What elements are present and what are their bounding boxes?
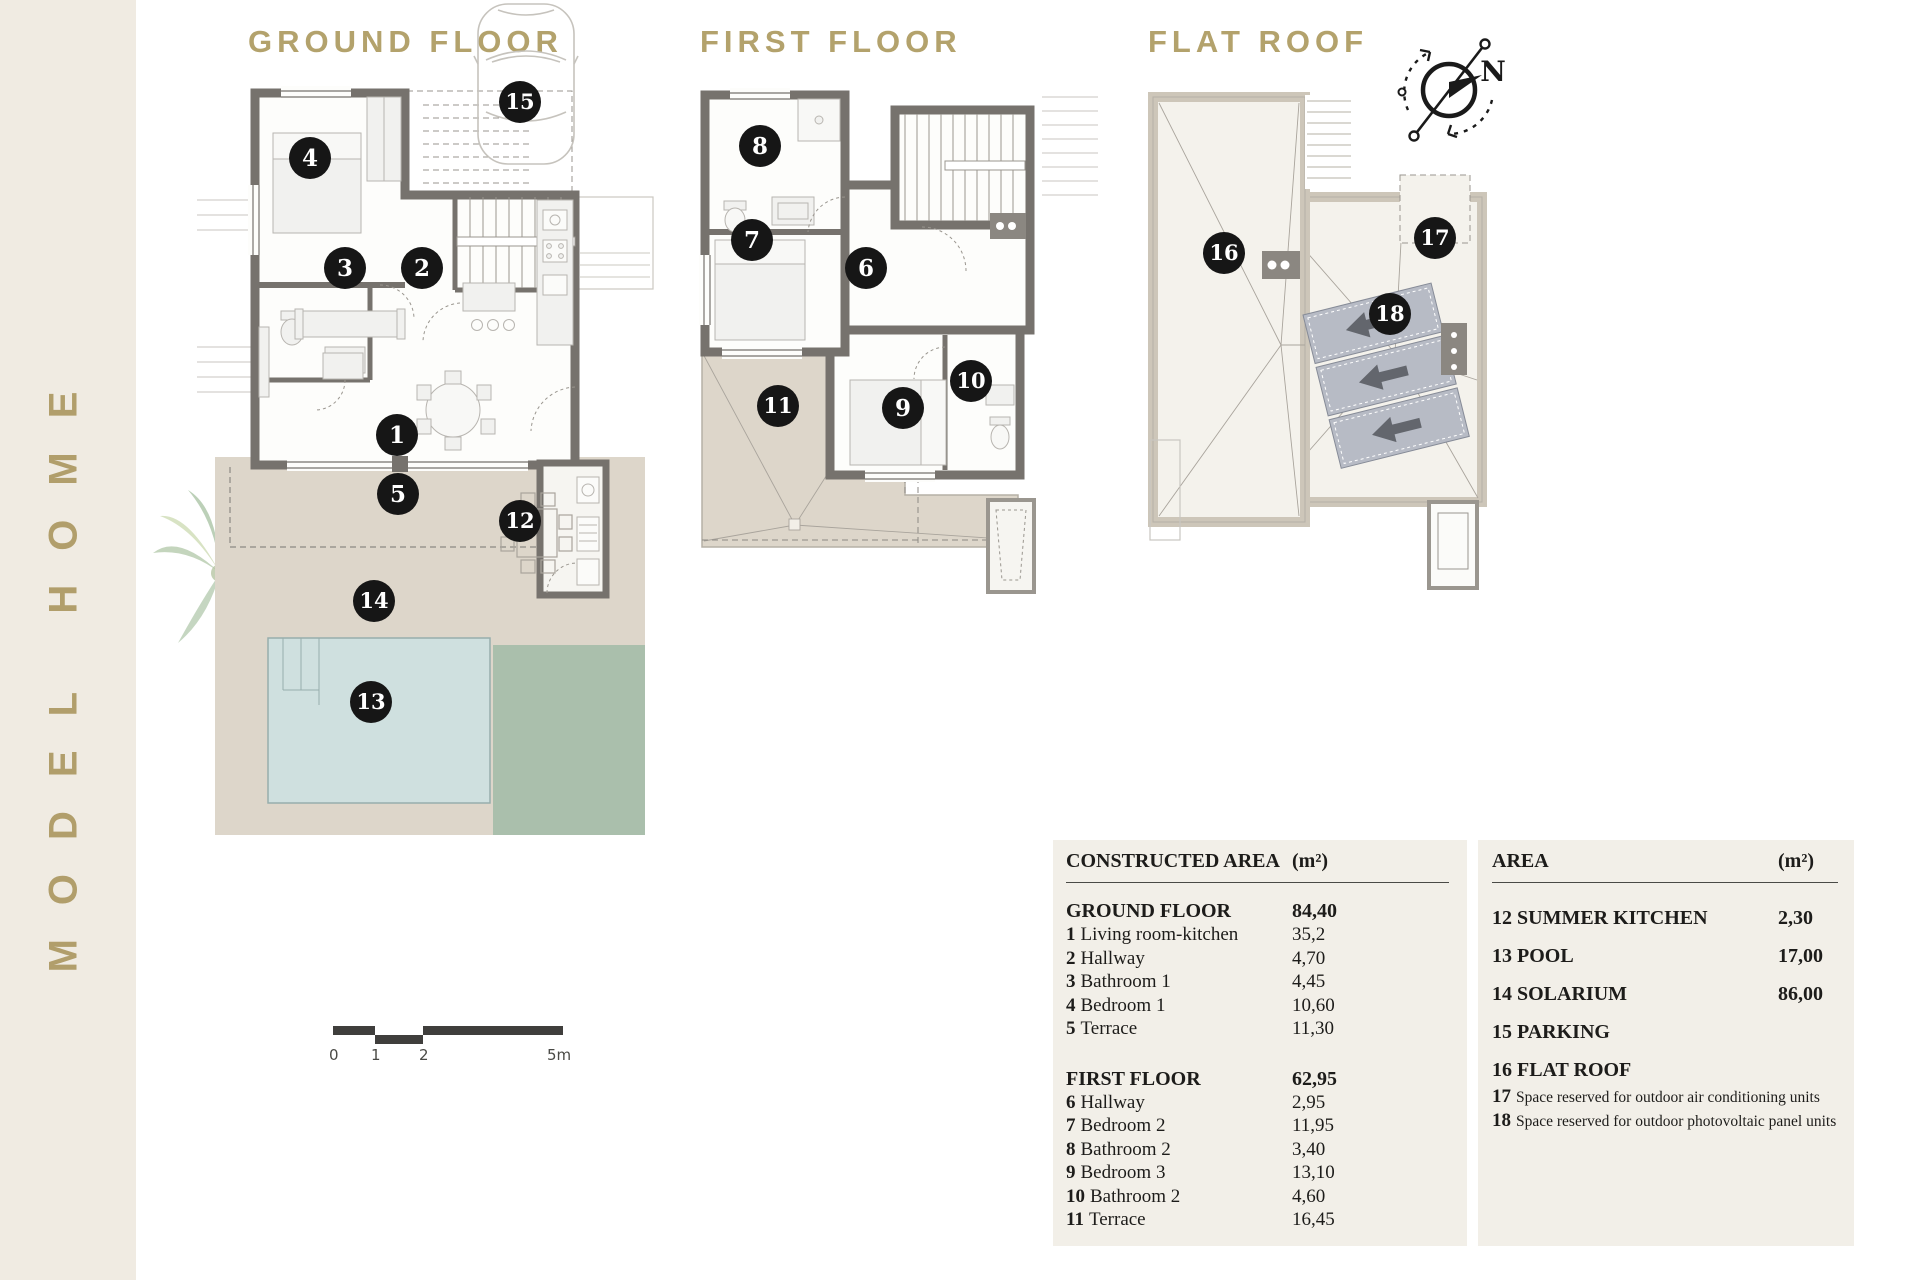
table-section-first: FIRST FLOOR 62,95: [1066, 1067, 1337, 1090]
marker-13: [350, 681, 392, 723]
page-title: MODEL HOME: [41, 357, 86, 973]
table-row: 11 Terrace 16,45: [1066, 1209, 1335, 1230]
table-row: 13 POOL 17,00: [1492, 945, 1823, 967]
svg-text:11: 11: [763, 393, 793, 418]
parking-car: [468, 0, 583, 170]
scale-bar: [329, 1022, 573, 1072]
svg-text:9: 9: [894, 395, 912, 422]
table-row: 16 FLAT ROOF: [1492, 1059, 1632, 1081]
first-floor-title: FIRST FLOOR: [700, 24, 962, 59]
svg-text:12: 12: [505, 508, 535, 533]
ground-floor-plan: [195, 85, 660, 840]
svg-text:16: 16: [1209, 240, 1239, 265]
flat-roof-title: FLAT ROOF: [1148, 24, 1369, 59]
svg-text:1: 1: [388, 422, 406, 449]
svg-text:14: 14: [359, 588, 389, 613]
first-floor-plan: [690, 85, 1105, 610]
marker-1: [376, 414, 418, 456]
svg-text:5: 5: [389, 481, 407, 508]
svg-text:3: 3: [336, 255, 354, 282]
table-row: 15 PARKING: [1492, 1021, 1610, 1043]
svg-text:18: 18: [1375, 301, 1405, 326]
table-section-ground: GROUND FLOOR 84,40: [1066, 900, 1337, 922]
area-table: [1478, 840, 1854, 1246]
scale-tick-5m: 5m: [547, 1046, 572, 1064]
scale-tick-0: 0: [329, 1046, 339, 1064]
svg-text:2: 2: [413, 255, 431, 282]
table-row: 12 SUMMER KITCHEN 2,30: [1492, 907, 1813, 929]
marker-2: [401, 247, 443, 289]
marker-14: [353, 580, 395, 622]
marker-8: [739, 125, 781, 167]
marker-11: [757, 385, 799, 427]
compass-north-label: N: [1480, 55, 1506, 88]
marker-9: [882, 387, 924, 429]
marker-5: [377, 473, 419, 515]
ground-floor-title: GROUND FLOOR: [248, 24, 563, 59]
svg-text:4: 4: [301, 145, 319, 172]
table-header: CONSTRUCTED AREA (m²): [1066, 850, 1449, 883]
table-row: 6 Hallway 2,95: [1066, 1091, 1326, 1113]
flat-roof-plan: [1145, 85, 1495, 590]
table-row: 3 Bathroom 1 4,45: [1066, 971, 1326, 992]
compass-rose: [1392, 28, 1512, 158]
marker-4: [289, 137, 331, 179]
svg-text:8: 8: [751, 133, 769, 160]
scale-tick-1: 1: [371, 1046, 381, 1064]
svg-text:13: 13: [356, 689, 386, 714]
svg-text:17: 17: [1420, 225, 1450, 250]
svg-text:7: 7: [743, 227, 761, 254]
lawn-area: [493, 645, 645, 835]
table-note: 17 Space reserved for outdoor air conditioning units: [1492, 1086, 1820, 1107]
marker-16: [1203, 232, 1245, 274]
table-row: 5 Terrace 11,30: [1066, 1018, 1335, 1039]
table-row: 7 Bedroom 2 11,95: [1066, 1115, 1335, 1136]
table-row: 8 Bathroom 2 3,40: [1066, 1138, 1326, 1160]
marker-15: [499, 81, 541, 123]
table-row: 2 Hallway 4,70: [1066, 947, 1326, 969]
marker-18: [1369, 293, 1411, 335]
svg-text:6: 6: [857, 255, 875, 282]
table-note: 18 Space reserved for outdoor photovoltaic panel units: [1492, 1110, 1837, 1131]
marker-3: [324, 247, 366, 289]
table-header: AREA (m²): [1492, 850, 1838, 883]
table-row: 9 Bedroom 3 13,10: [1066, 1162, 1335, 1183]
scale-tick-2: 2: [419, 1046, 429, 1064]
sidebar: [0, 0, 136, 1280]
table-row: 14 SOLARIUM 86,00: [1492, 983, 1823, 1005]
constructed-area-table: [1053, 840, 1467, 1246]
marker-17: [1414, 217, 1456, 259]
marker-7: [731, 219, 773, 261]
svg-text:10: 10: [956, 368, 986, 393]
table-row: 1 Living room-kitchen 35,2: [1066, 924, 1326, 945]
table-row: 4 Bedroom 1 10,60: [1066, 994, 1335, 1016]
svg-text:15: 15: [505, 89, 535, 114]
table-row: 10 Bathroom 2 4,60: [1066, 1185, 1326, 1207]
marker-10: [950, 360, 992, 402]
marker-12: [499, 500, 541, 542]
marker-6: [845, 247, 887, 289]
